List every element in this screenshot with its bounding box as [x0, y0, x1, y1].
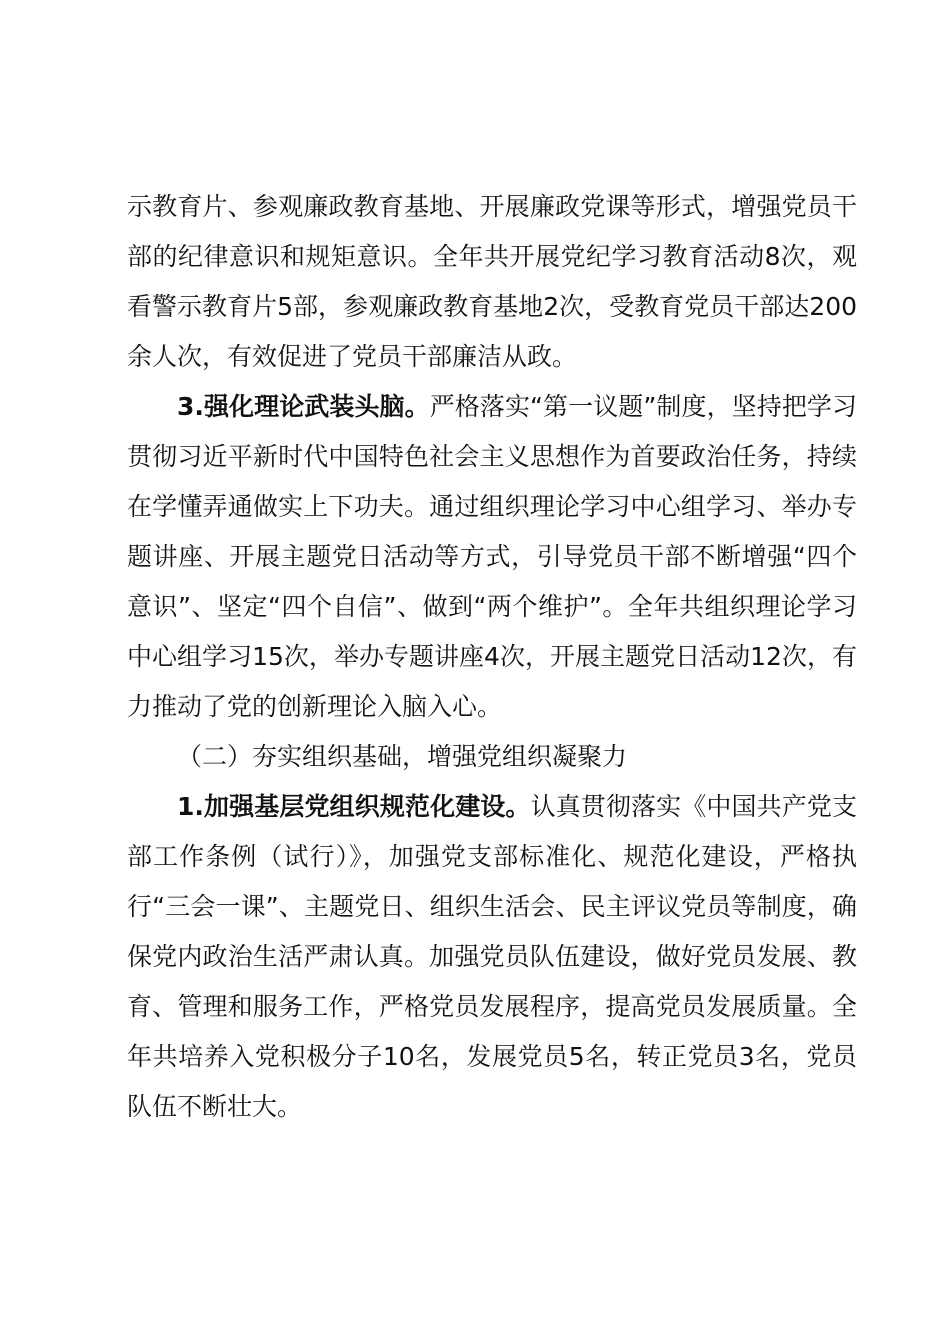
- paragraph-heading: 3.强化理论武装头脑。: [177, 392, 430, 421]
- section-heading-organization-foundation: [127, 732, 857, 782]
- paragraph-theory-armament: [127, 382, 857, 732]
- paragraph-grassroots-standardization: [127, 782, 857, 1132]
- section-heading-text: （二）夯实组织基础，增强党组织凝聚力: [177, 742, 628, 771]
- paragraph-text: 严格落实“第一议题”制度，坚持把学习贯彻习近平新时代中国特色社会主义思想作为首要政治任务，持续在学懂弄通做实上下功夫。通过组织理论学习中心组学习、举办专题讲座、开展主题党日活动等方式，引导党员干部不断增强“四个意识”、坚定“四个自信”、做到“两个维护”。全年共组织理论学习中心组学习15次，举办专题讲座4次，开展主题党日活动12次，有力推动了党的创新理论入脑入心。: [127, 392, 857, 721]
- document-page: [127, 182, 857, 1132]
- paragraph-heading: 1.加强基层党组织规范化建设。: [177, 792, 531, 821]
- paragraph-text: 示教育片、参观廉政教育基地、开展廉政党课等形式，增强党员干部的纪律意识和规矩意识。全年共开展党纪学习教育活动8次，观看警示教育片5部，参观廉政教育基地2次，受教育党员干部达200余人次，有效促进了党员干部廉洁从政。: [127, 192, 857, 371]
- paragraph-anti-corruption-education: [127, 182, 857, 382]
- paragraph-text: 认真贯彻落实《中国共产党支部工作条例（试行）》，加强党支部标准化、规范化建设，严格执行“三会一课”、主题党日、组织生活会、民主评议党员等制度，确保党内政治生活严肃认真。加强党员队伍建设，做好党员发展、教育、管理和服务工作，严格党员发展程序，提高党员发展质量。全年共培养入党积极分子10名，发展党员5名，转正党员3名，党员队伍不断壮大。: [127, 792, 857, 1121]
